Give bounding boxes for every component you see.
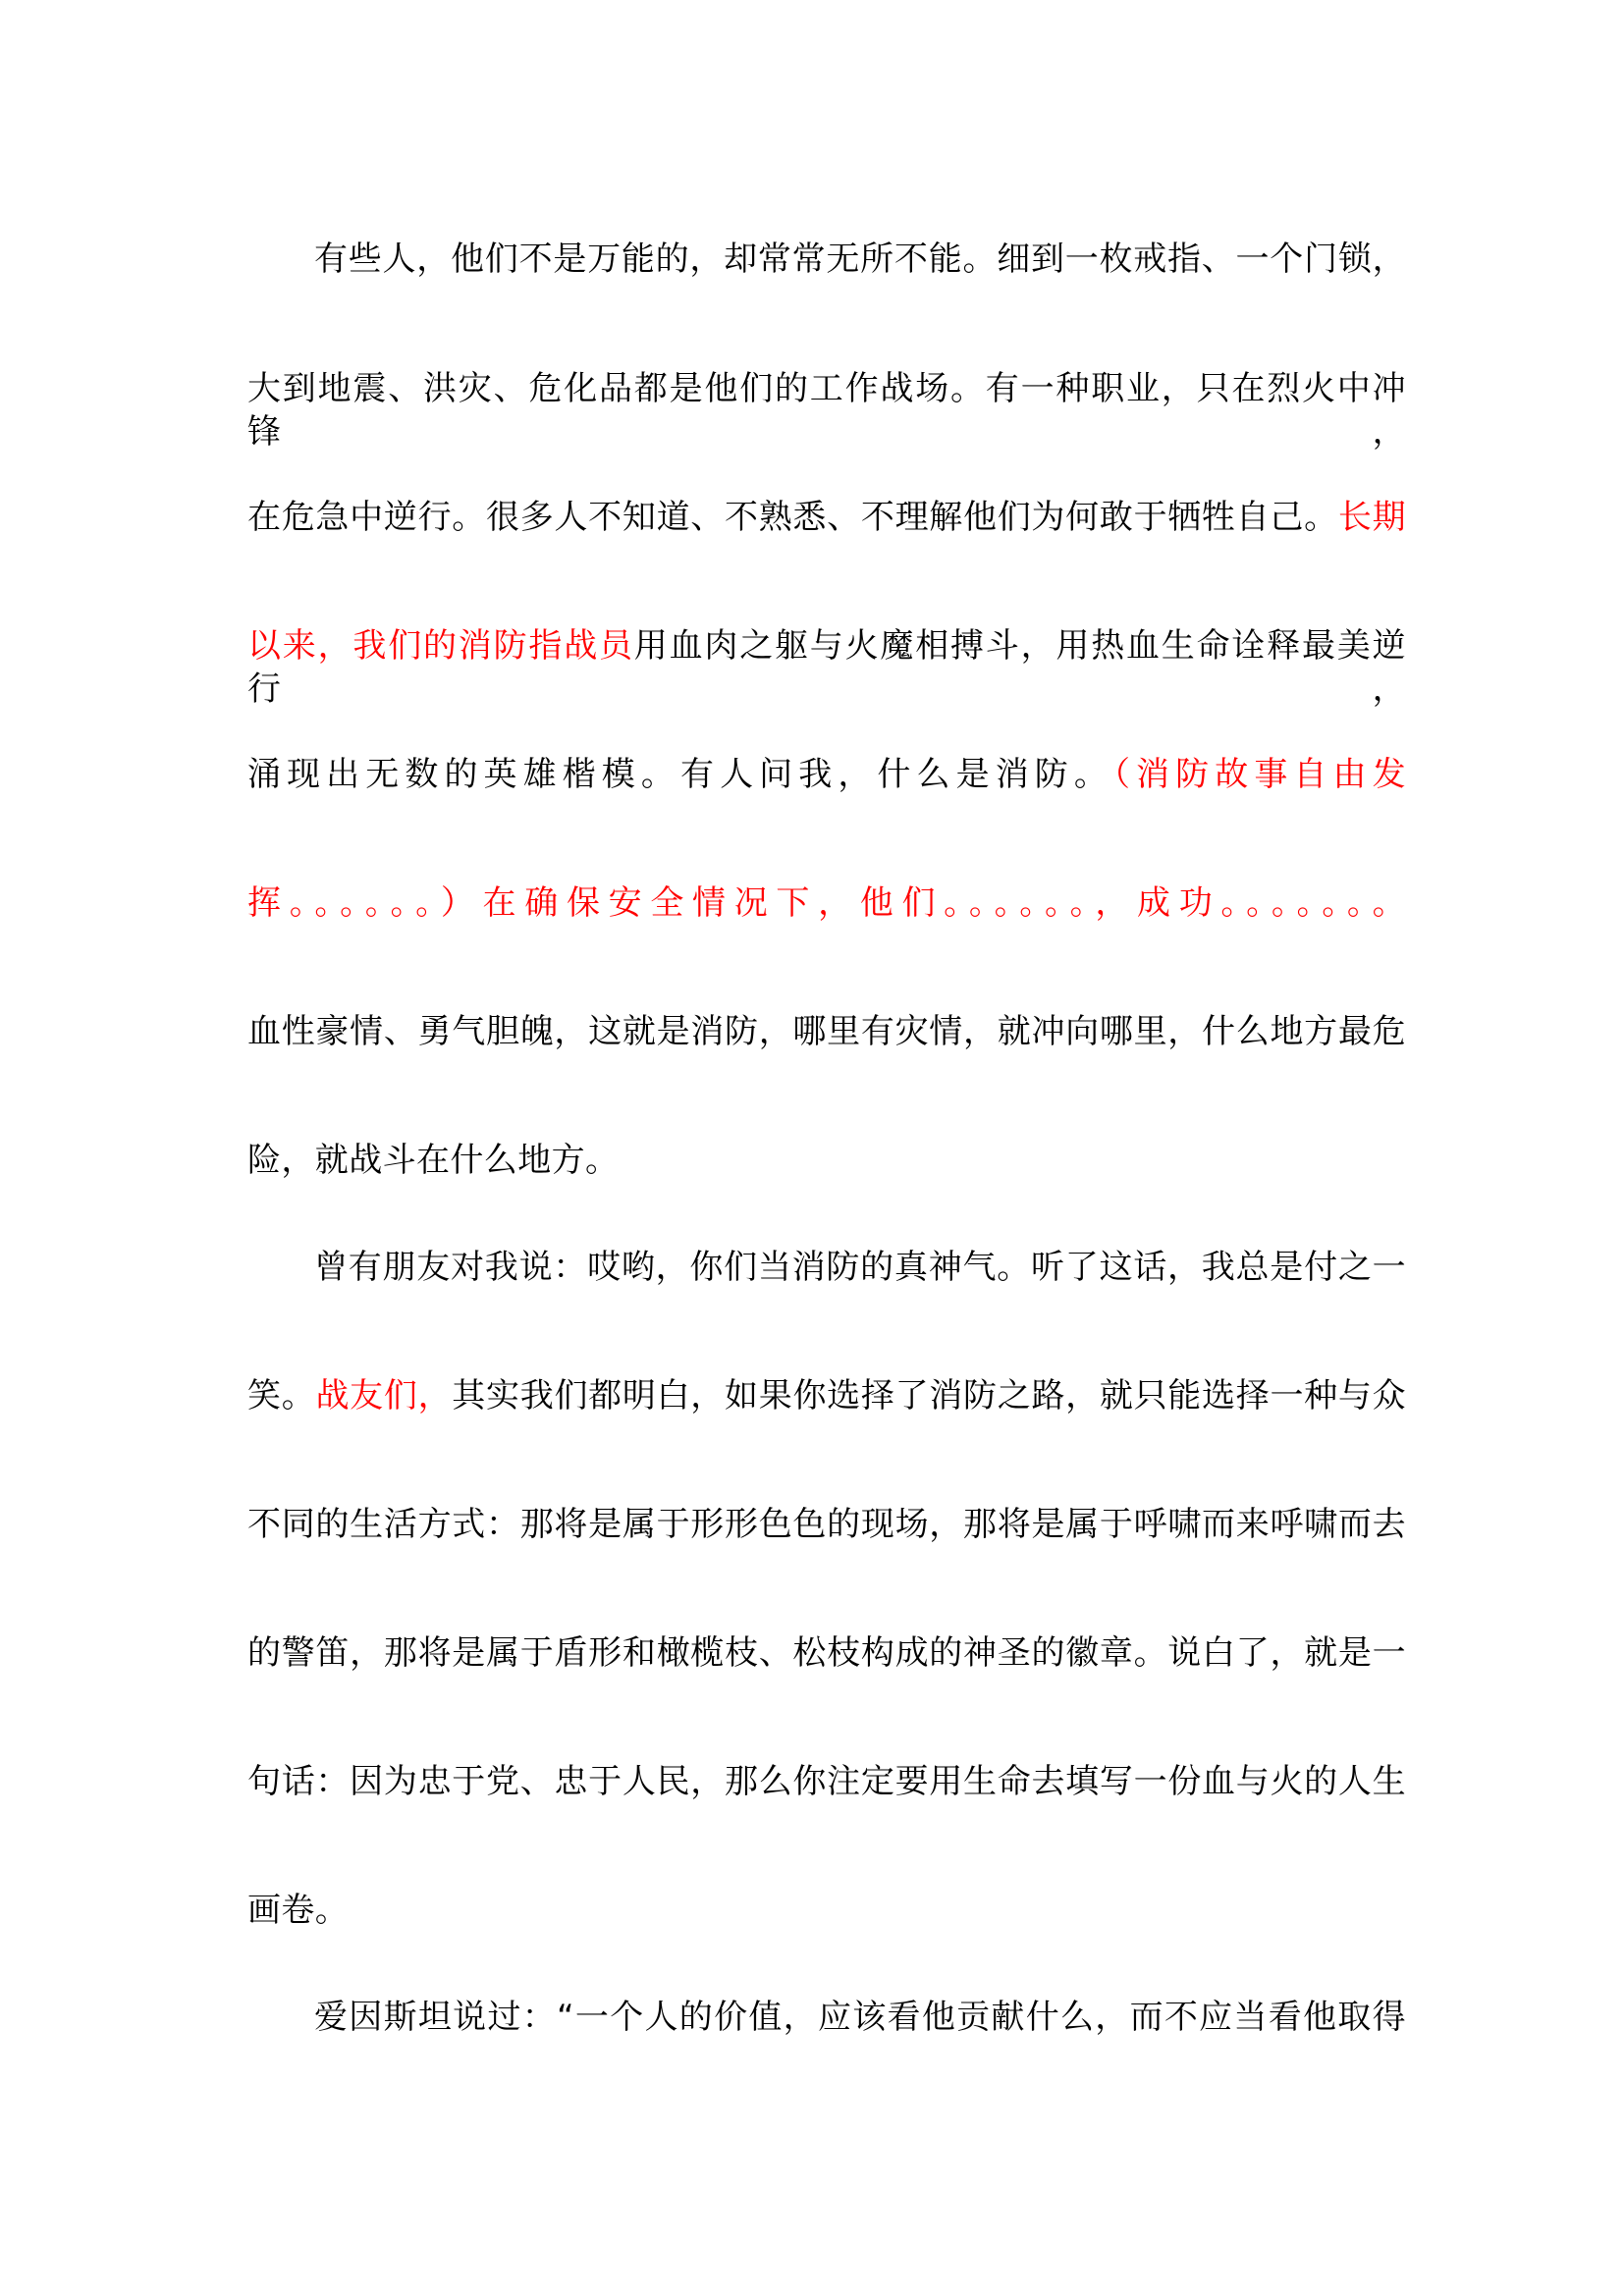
paragraph-2-line-3: 不同的生活方式：那将是属于形形色色的现场，那将是属于呼啸而来呼啸而去 xyxy=(247,1505,1406,1544)
paragraph-2-line-1: 曾有朋友对我说：哎哟，你们当消防的真神气。听了这话，我总是付之一 xyxy=(314,1248,1406,1287)
paragraph-2-line-6: 画卷。 xyxy=(247,1891,350,1930)
paragraph-2-line-2: 笑。战友们，其实我们都明白，如果你选择了消防之路，就只能选择一种与众 xyxy=(247,1376,1406,1415)
paragraph-2-line-5: 句话：因为忠于党、忠于人民，那么你注定要用生命去填写一份血与火的人生 xyxy=(247,1762,1406,1801)
paragraph-1-line-4: 以来，我们的消防指战员用血肉之躯与火魔相搏斗，用热血生命诠释最美逆行， xyxy=(247,626,1406,709)
highlight-text: 长期 xyxy=(1337,498,1406,537)
highlight-text: 战友们， xyxy=(315,1376,453,1415)
paragraph-2-line-4: 的警笛，那将是属于盾形和橄榄枝、松枝构成的神圣的徽章。说白了，就是一 xyxy=(247,1633,1406,1673)
paragraph-1-line-3: 在危急中逆行。很多人不知道、不熟悉、不理解他们为何敢于牺牲自己。长期 xyxy=(247,498,1406,537)
paragraph-1-line-2: 大到地震、洪灾、危化品都是他们的工作战场。有一种职业，只在烈火中冲锋， xyxy=(247,369,1406,452)
paragraph-1-line-6: 挥。。。。。。）在确保安全情况下，他们。。。。。。，成功。。。。。。。 xyxy=(247,883,1406,923)
paragraph-1-line-1: 有些人，他们不是万能的，却常常无所不能。细到一枚戒指、一个门锁， xyxy=(314,240,1406,279)
paragraph-1-line-8: 险，就战斗在什么地方。 xyxy=(247,1141,620,1180)
highlight-text: （消防故事自由发 xyxy=(1112,755,1406,794)
highlight-text: 以来，我们的消防指战员 xyxy=(247,626,634,666)
paragraph-1-line-5: 涌现出无数的英雄楷模。有人问我，什么是消防。（消防故事自由发 xyxy=(247,755,1406,794)
paragraph-1-line-7: 血性豪情、勇气胆魄，这就是消防，哪里有灾情，就冲向哪里，什么地方最危 xyxy=(247,1012,1406,1051)
paragraph-3-line-1: 爱因斯坦说过：“一个人的价值，应该看他贡献什么，而不应当看他取得 xyxy=(314,1998,1406,2037)
